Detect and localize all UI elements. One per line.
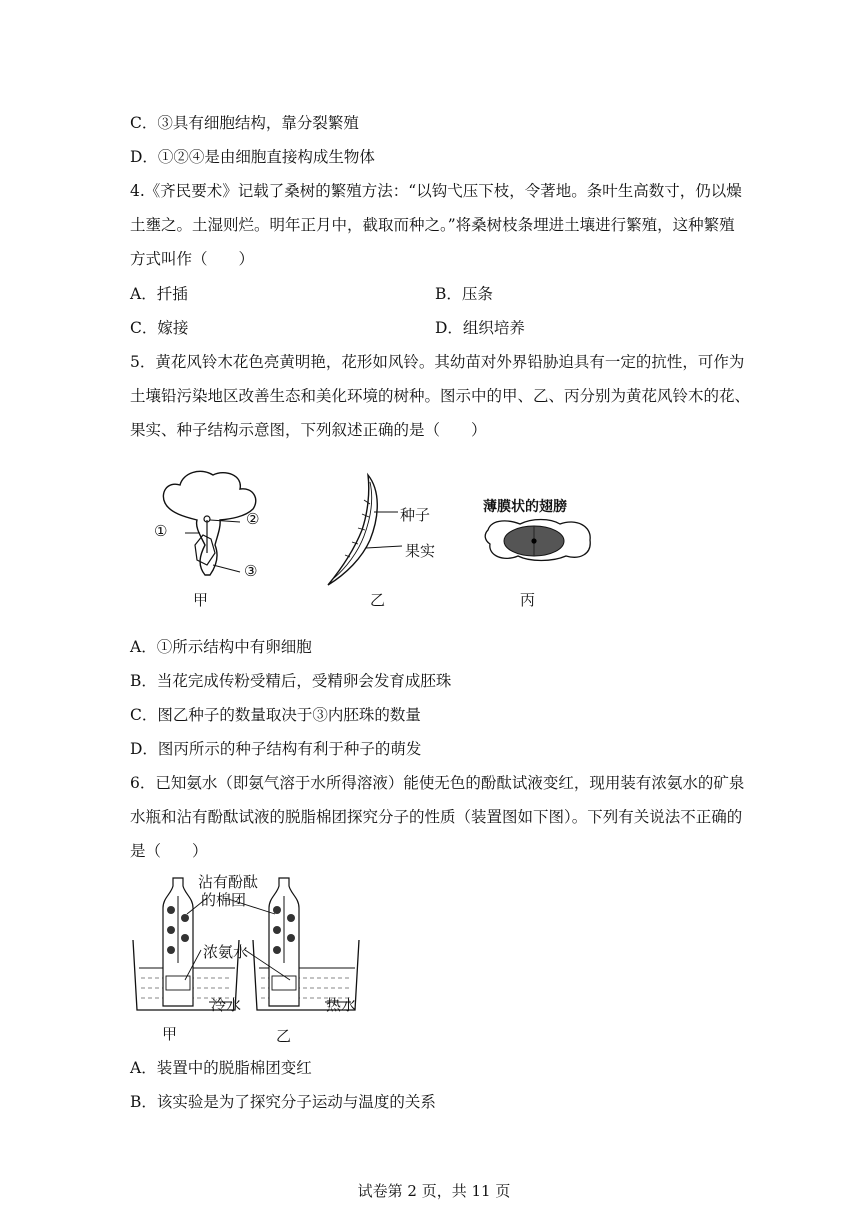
flower-marker-2: ②	[246, 510, 260, 528]
fruit-label: 果实	[405, 542, 436, 560]
q6-stem-line1: 6．已知氨水（即氨气溶于水所得溶液）能使无色的酚酞试液变红，现用装有浓氨水的矿泉	[130, 774, 745, 792]
q4-option-c: C．嫁接	[130, 319, 189, 337]
ammonia-label: 浓氨水	[203, 943, 249, 961]
seed-wing-label: 薄膜状的翅膀	[483, 499, 567, 515]
q6-option-a: A．装置中的脱脂棉团变红	[130, 1059, 312, 1077]
q3-option-c: C．③具有细胞结构，靠分裂繁殖	[130, 114, 359, 132]
q6-stem-line2: 水瓶和沾有酚酞试液的脱脂棉团探究分子的性质（装置图如下图）。下列有关说法不正确的	[130, 808, 743, 826]
page-footer: 试卷第 2 页，共 11 页	[357, 1182, 511, 1200]
q5-option-c: C．图乙种子的数量取决于③内胚珠的数量	[130, 706, 421, 724]
seed-diagram	[480, 510, 600, 570]
caption-jia-flower: 甲	[193, 591, 209, 609]
q4-option-b: B．压条	[435, 285, 493, 303]
caption-yi-apparatus: 乙	[276, 1027, 292, 1045]
caption-bing-seed: 丙	[520, 591, 536, 609]
q5-option-a: A．①所示结构中有卵细胞	[130, 638, 312, 656]
cotton-label-line1: 沾有酚酞	[198, 873, 259, 891]
flower-marker-3: ③	[244, 562, 258, 580]
caption-yi-fruit: 乙	[370, 591, 386, 609]
ammonia-apparatus-diagram	[125, 868, 375, 1043]
q6-option-b: B．该实验是为了探究分子运动与温度的关系	[130, 1093, 436, 1111]
fruit-diagram	[318, 470, 408, 590]
q6-stem-line3: 是（ ）	[130, 842, 208, 860]
flower-marker-1: ①	[154, 522, 168, 540]
caption-jia-apparatus: 甲	[162, 1025, 178, 1043]
q5-option-b: B．当花完成传粉受精后，受精卵会发育成胚珠	[130, 672, 452, 690]
q4-stem-line3: 方式叫作（ ）	[130, 250, 255, 268]
q4-option-a: A．扦插	[130, 285, 188, 303]
q4-stem-line1: 4.《齐民要术》记载了桑树的繁殖方法：“以钩弋压下枝，令著地。条叶生高数寸，仍以燥	[130, 182, 742, 200]
q5-stem-line1: 5．黄花风铃木花色亮黄明艳，花形如风铃。其幼苗对外界铅胁迫具有一定的抗性，可作为	[130, 353, 745, 371]
q5-option-d: D．图丙所示的种子结构有利于种子的萌发	[130, 740, 422, 758]
hot-water-label: 热水	[326, 996, 357, 1014]
cold-water-label: 冷水	[211, 996, 242, 1014]
q3-option-d: D．①②④是由细胞直接构成生物体	[130, 148, 375, 166]
q5-stem-line3: 果实、种子结构示意图，下列叙述正确的是（ ）	[130, 421, 487, 439]
seed-label: 种子	[400, 506, 431, 524]
q4-option-d: D．组织培养	[435, 319, 525, 337]
cotton-label-line2: 的棉团	[201, 891, 247, 909]
q5-stem-line2: 土壤铅污染地区改善生态和美化环境的树种。图示中的甲、乙、丙分别为黄花风铃木的花、	[130, 387, 751, 405]
q4-stem-line2: 土壅之。土湿则烂。明年正月中，截取而种之。”将桑树枝条埋进土壤进行繁殖，这种繁殖	[130, 216, 735, 234]
